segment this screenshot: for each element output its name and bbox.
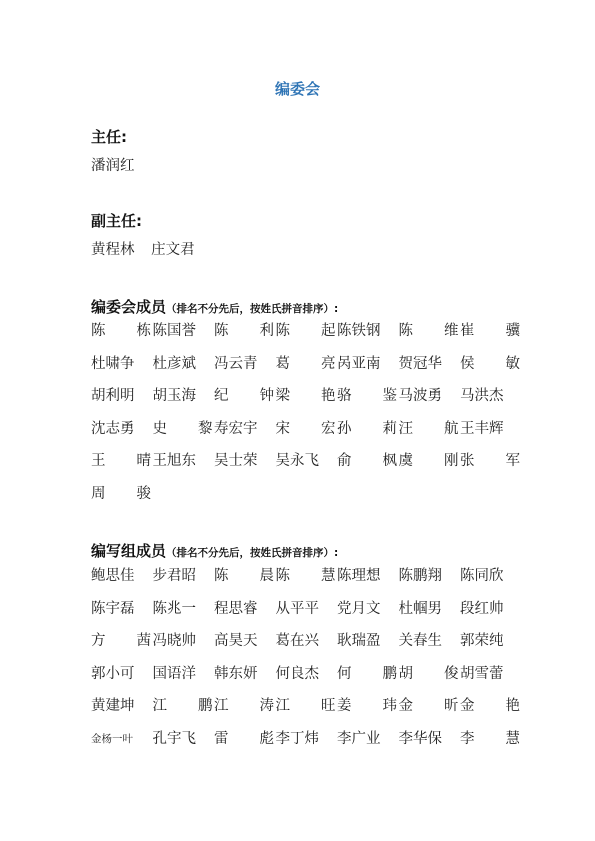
editorial-board-name: 葛 亮 — [275, 355, 336, 372]
writing-group-name: 葛在兴 — [275, 633, 319, 649]
writing-group-name: 李丁炜 — [275, 730, 319, 747]
writing-group-name: 国语洋 — [152, 665, 196, 682]
writing-group-name: 黄建坤 — [91, 698, 135, 714]
editorial-board-name: 陈铁钢 — [337, 323, 381, 339]
deputy-director-names — [91, 238, 195, 259]
editorial-board-name: 陈 维 — [398, 323, 459, 339]
writing-group-name: 雷 彪 — [214, 730, 274, 747]
editorial-board-name: 杜啸争 — [91, 355, 135, 372]
editorial-board-name: 梁 艳 — [275, 388, 336, 404]
writing-group-name: 杜帼男 — [398, 600, 442, 617]
writing-group-heading-text: 编写组成员 — [91, 542, 167, 560]
writing-group-name: 高昊天 — [214, 633, 258, 649]
writing-group-name: 耿瑞盈 — [337, 633, 381, 649]
editorial-board-name: 孙 莉 — [337, 420, 397, 437]
writing-group-heading — [91, 540, 338, 561]
editorial-board-name: 张 军 — [460, 453, 520, 469]
page-title: 编委会 — [274, 80, 320, 98]
writing-group-name: 李华保 — [398, 730, 442, 747]
writing-group-name: 陈 慧 — [275, 568, 336, 584]
writing-group-name: 陈宇磊 — [91, 600, 135, 617]
writing-group-name: 陈同欣 — [460, 568, 504, 584]
writing-group-name: 李广业 — [337, 730, 381, 747]
editorial-board-name: 寿宏宇 — [214, 420, 258, 437]
editorial-board-name: 史 黎 — [152, 420, 213, 437]
editorial-board-name: 贺冠华 — [398, 355, 442, 372]
editorial-board-name: 崔 骥 — [460, 323, 520, 339]
editorial-board-name: 王旭东 — [152, 453, 196, 469]
writing-group-name: 党月文 — [337, 600, 381, 617]
writing-group-name: 方 茜 — [91, 633, 151, 649]
writing-group-name: 孔宇飞 — [152, 730, 196, 747]
editorial-board-name: 王丰辉 — [460, 420, 504, 437]
writing-group-name: 陈兆一 — [152, 600, 196, 617]
writing-group-heading-note: （排名不分先后，按姓氏拼音排序）: — [166, 547, 339, 559]
editorial-board-name: 马洪杰 — [460, 388, 504, 404]
writing-group-name: 李 慧 — [460, 730, 520, 747]
writing-group-name: 从平平 — [275, 600, 319, 617]
editorial-board-name: 马波勇 — [398, 388, 442, 404]
writing-group-name: 冯晓帅 — [152, 633, 196, 649]
editorial-board-name: 侯 敏 — [460, 355, 520, 372]
writing-group-name: 陈理想 — [337, 568, 381, 584]
editorial-board-name: 俞 枫 — [337, 453, 397, 469]
editorial-board-name: 王 晴 — [91, 453, 151, 469]
writing-group-name: 江 涛 — [214, 698, 274, 714]
editorial-board-name: 杜彦斌 — [152, 355, 196, 372]
editorial-board-name: 纪 钟 — [214, 388, 274, 404]
editorial-board-name: 胡利明 — [91, 388, 135, 404]
writing-group-name: 步君昭 — [152, 568, 196, 584]
editorial-board-name: 呙亚南 — [337, 355, 381, 372]
editorial-board-name: 冯云青 — [214, 355, 258, 372]
writing-group-name: 陈 晨 — [214, 568, 274, 584]
deputy-director-name: 庄文君 — [151, 242, 195, 258]
writing-group-name: 江 旺 — [275, 698, 336, 714]
editorial-board-name: 汪 航 — [398, 420, 459, 437]
writing-group-name: 金 艳 — [460, 698, 520, 714]
editorial-board-heading — [91, 296, 338, 317]
editorial-board-name: 吴士荣 — [214, 453, 258, 469]
editorial-board-name: 陈国誉 — [152, 323, 196, 339]
editorial-board-heading-note: （排名不分先后，按姓氏拼音排序）: — [166, 303, 339, 315]
deputy-director-heading: 副主任: — [91, 212, 142, 230]
writing-group-name: 金杨一叶 — [91, 732, 133, 745]
writing-group-name: 何 鹏 — [337, 665, 397, 682]
editorial-board-name: 陈 栋 — [91, 323, 151, 339]
writing-group-name: 郭荣纯 — [460, 633, 504, 649]
editorial-board-name: 骆 鉴 — [337, 388, 397, 404]
editorial-board-name: 虞 刚 — [398, 453, 459, 469]
writing-group-name: 关春生 — [398, 633, 442, 649]
director-name: 潘润红 — [91, 158, 135, 174]
editorial-board-name: 陈 起 — [275, 323, 336, 339]
writing-group-name: 姜 玮 — [337, 698, 397, 714]
writing-group-name: 韩东妍 — [214, 665, 258, 682]
writing-group-name: 段红帅 — [460, 600, 504, 617]
editorial-board-name: 宋 宏 — [275, 420, 336, 437]
editorial-board-name: 陈 利 — [214, 323, 274, 339]
director-names — [91, 154, 135, 175]
writing-group-name: 胡 俊 — [398, 665, 459, 682]
writing-group-name: 郭小可 — [91, 665, 135, 682]
writing-group-name: 江 鹏 — [152, 698, 213, 714]
writing-group-name: 鲍思佳 — [91, 568, 135, 584]
editorial-board-name: 周 骏 — [91, 485, 151, 502]
editorial-board-heading-text: 编委会成员 — [91, 298, 167, 316]
director-heading: 主任: — [91, 128, 127, 146]
writing-group-name: 胡雪蕾 — [460, 665, 504, 682]
writing-group-name: 程思睿 — [214, 600, 258, 617]
deputy-director-name: 黄程林 — [91, 242, 135, 258]
writing-group-name: 陈鹏翔 — [398, 568, 442, 584]
editorial-board-name: 吴永飞 — [275, 453, 319, 469]
editorial-board-name: 沈志勇 — [91, 420, 135, 437]
editorial-board-name: 胡玉海 — [152, 388, 196, 404]
writing-group-name: 金 昕 — [398, 698, 459, 714]
writing-group-name: 何良杰 — [275, 665, 319, 682]
